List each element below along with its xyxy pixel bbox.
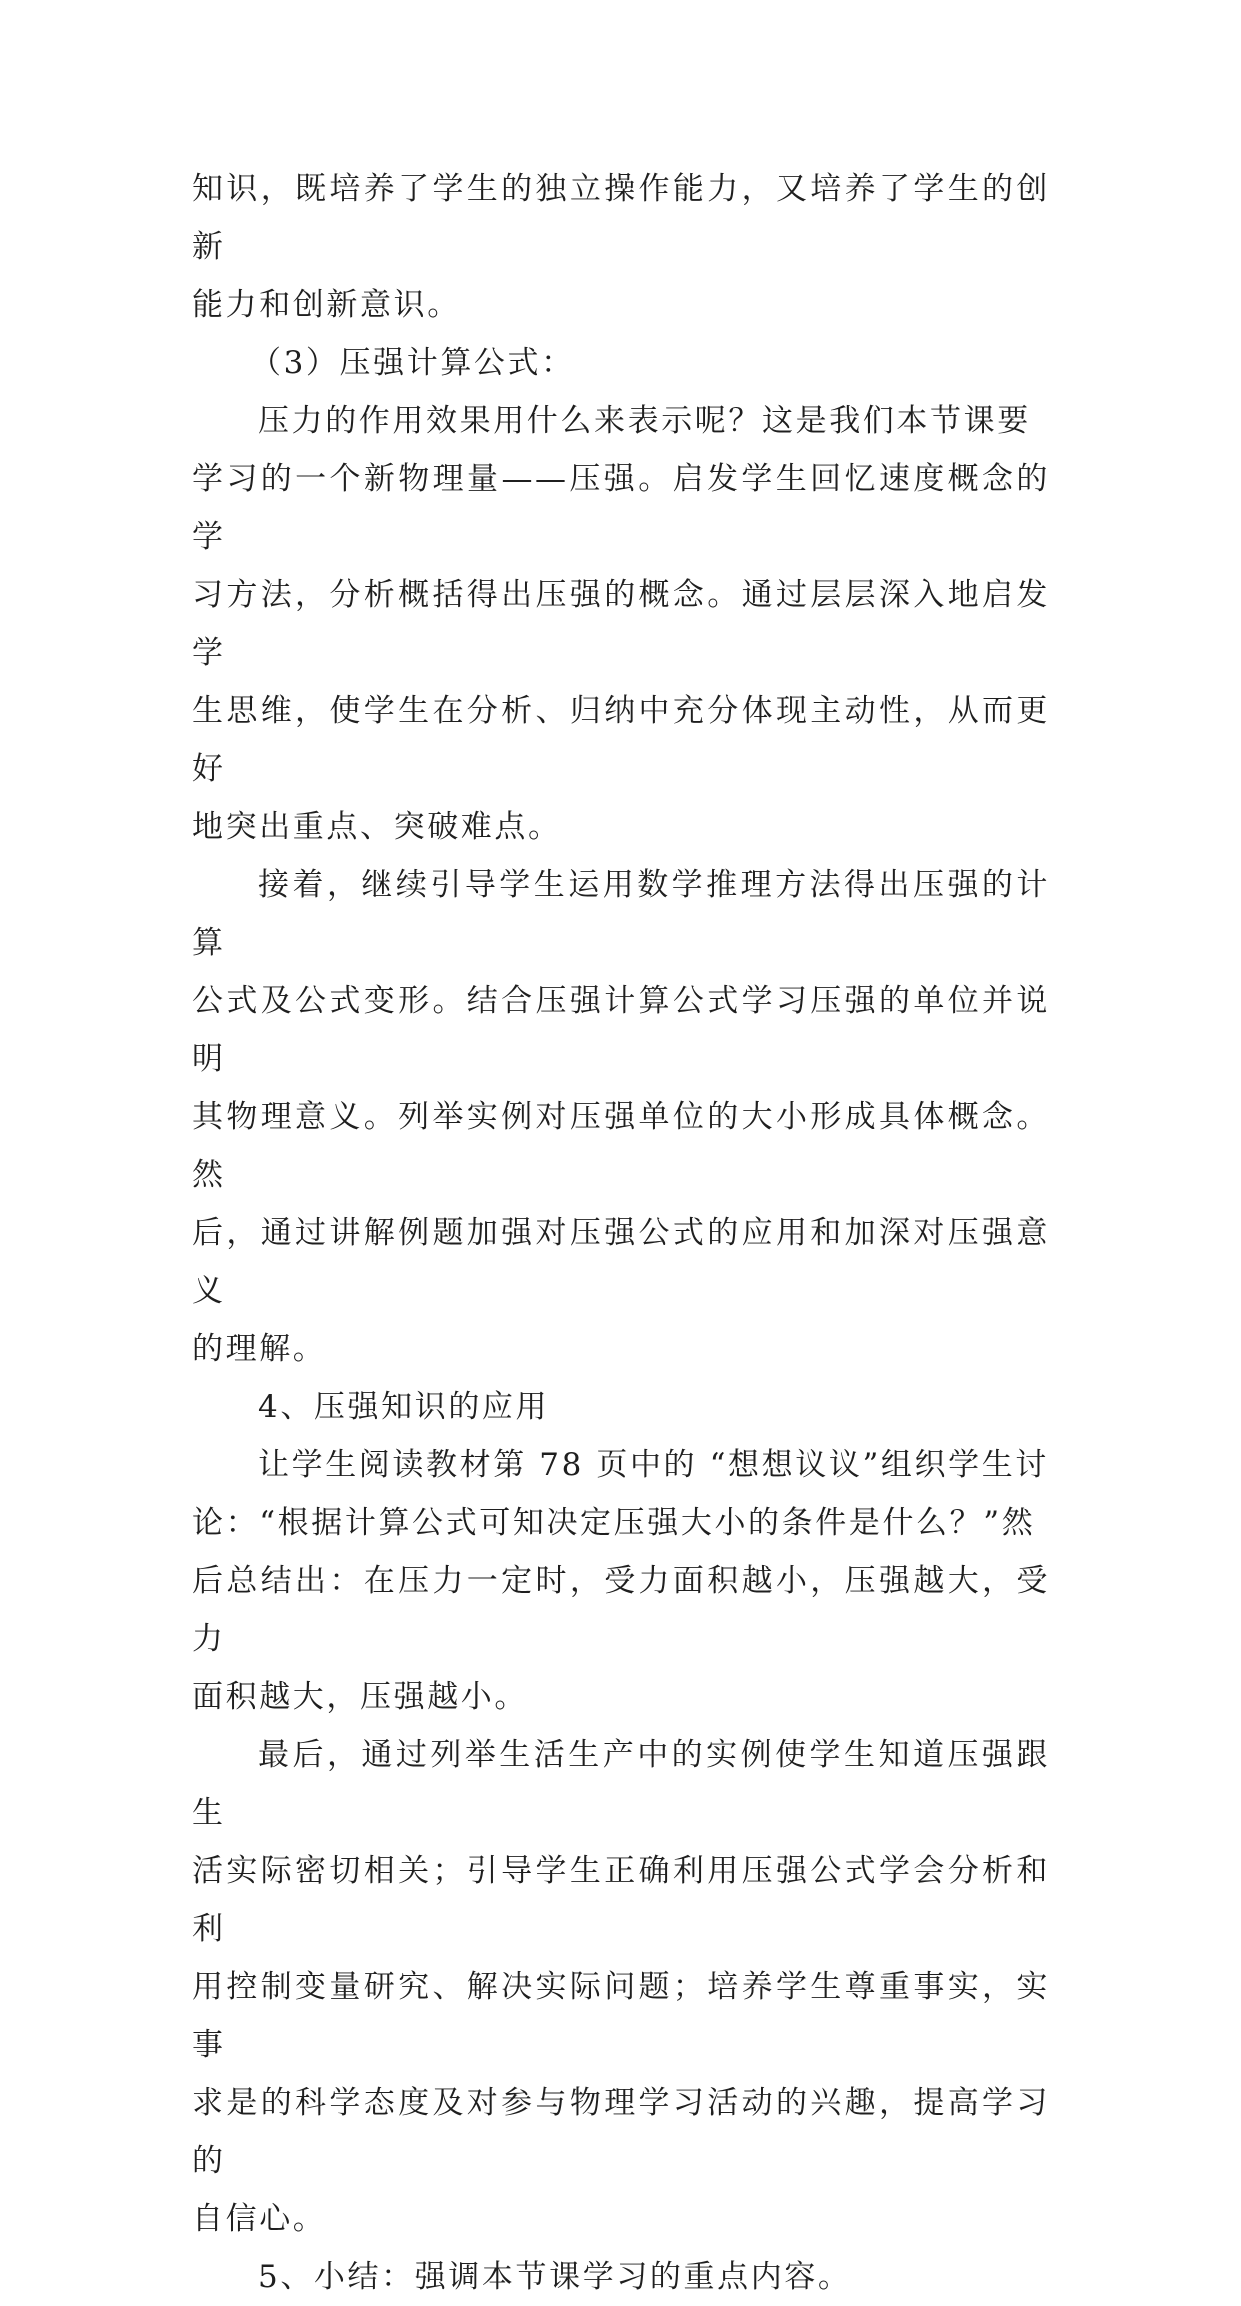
section-heading-summary: 5、小结：强调本节课学习的重点内容。 <box>258 2259 852 2295</box>
paragraph-continuation: 知识，既培养了学生的独立操作能力，又培养了学生的创新 能力和创新意识。 <box>192 171 1050 323</box>
paragraph-pressure-concept: 压力的作用效果用什么来表示呢？这是我们本节课要 学习的一个新物理量——压强。启发学生回忆速度概念的学 习方法，分析概括得出压强的概念。通过层层深入地启发学 生思维，使学生在分析、归纳中充分体现主动性，从而更好 地突出重点、突破难点。 <box>192 403 1050 845</box>
paragraph-formula-derivation: 接着，继续引导学生运用数学推理方法得出压强的计算 公式及公式变形。结合压强计算公式学习压强的单位并说明 其物理意义。列举实例对压强单位的大小形成具体概念。然 后，通过讲解例题加强对压强公式的应用和加深对压强意义 的理解。 <box>192 867 1050 1367</box>
document-body <box>192 160 1050 2306</box>
section-heading-pressure-formula: （3）压强计算公式： <box>250 345 575 381</box>
paragraph-discussion: 让学生阅读教材第 78 页中的 “想想议议”组织学生讨 论：“根据计算公式可知决定压强大小的条件是什么？”然 后总结出：在压力一定时，受力面积越小，压强越大，受力 面积越大，压强越小。 <box>192 1447 1050 1715</box>
section-heading-application: 4、压强知识的应用 <box>258 1389 550 1425</box>
paragraph-real-examples: 最后，通过列举生活生产中的实例使学生知道压强跟生 活实际密切相关；引导学生正确利用压强公式学会分析和利 用控制变量研究、解决实际问题；培养学生尊重事实，实事 求是的科学态度及对参与物理学习活动的兴趣，提高学习的 自信心。 <box>192 1737 1050 2237</box>
